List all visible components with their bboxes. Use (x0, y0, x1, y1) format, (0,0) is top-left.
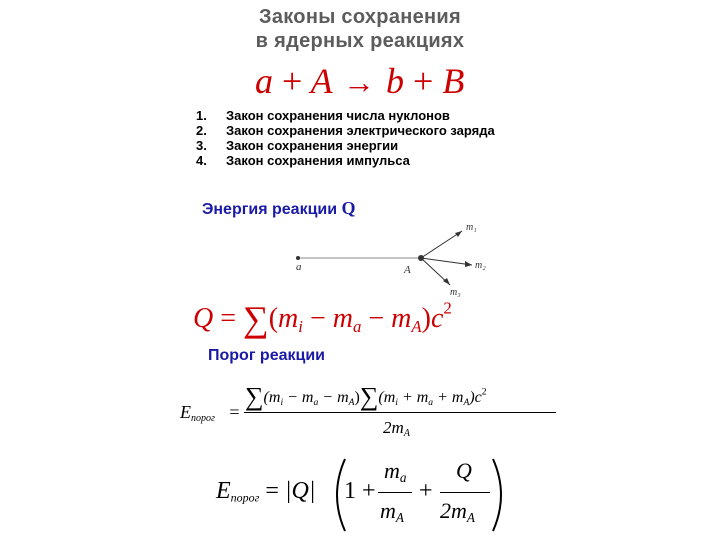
energy-heading-symbol: Q (341, 198, 356, 218)
list-item-number: 3. (196, 138, 207, 153)
laws-list (196, 108, 495, 168)
q-mA: m (391, 303, 412, 334)
q-minus-2: − (368, 303, 385, 334)
q-ma-sub: a (352, 317, 362, 337)
tf1-fraction-bar (244, 412, 556, 413)
tf2-frac1-num-sub: a (399, 469, 407, 485)
q-formula (193, 298, 452, 340)
tf1-num-minus-1: − m (283, 389, 314, 406)
tf1-den: 2m (383, 418, 404, 437)
tf1-num-a-2: a (428, 396, 434, 408)
list-item-number: 1. (196, 108, 207, 123)
q-sum-sign: ∑ (243, 299, 269, 339)
tf2-frac1-num-m: m (384, 458, 400, 483)
list-item-text: Закон сохранения электрического заряда (226, 123, 495, 138)
list-item (196, 123, 495, 138)
list-item-text: Закон сохранения числа нуклонов (226, 108, 450, 123)
tf2-right-big-paren (489, 455, 513, 535)
list-item (196, 138, 495, 153)
reaction-b: b (386, 61, 405, 101)
reaction-plus-2: + (413, 61, 434, 101)
q-minus-1: − (309, 303, 326, 334)
tf1-sum-2: ∑ (359, 382, 379, 411)
energy-heading-text: Энергия реакции (202, 201, 338, 218)
arrowhead-2 (465, 261, 472, 267)
reaction-B: B (442, 61, 465, 101)
tf1-num-power: 2 (481, 386, 487, 398)
tf1-E-sub: порог (191, 413, 215, 424)
tf2-frac2-bar (440, 492, 490, 493)
q-mi: m (278, 303, 299, 334)
q-mi-sub: i (298, 317, 303, 337)
tf1-num-plus-2: + m (433, 389, 464, 406)
tf2-frac2-num (456, 458, 472, 484)
label-m1: m₁ (466, 222, 477, 233)
tf1-num-part-2: (m (378, 389, 396, 406)
tf2-frac2-den-sub: A (466, 509, 475, 525)
reaction-plus-1: + (282, 61, 303, 101)
q-open-paren: ( (268, 303, 279, 334)
tf1-num-part-1: (m (263, 389, 281, 406)
tf1-num-A-2: A (463, 396, 470, 408)
tf2-frac2-den (440, 498, 475, 526)
threshold-heading: Порог реакции (208, 347, 326, 364)
product-track-2 (421, 258, 472, 265)
tf2-plus-2-wrap (419, 478, 433, 505)
tf2-one-plus (344, 478, 376, 505)
reaction-equation (255, 60, 464, 102)
tf2-frac1-num (384, 458, 406, 486)
tf2-frac1-den-sub: A (395, 509, 404, 525)
threshold-formula-1-numerator (245, 382, 487, 412)
list-item (196, 108, 495, 123)
title-line-1: Законы сохранения (259, 6, 461, 28)
tf2-E: E (216, 478, 231, 504)
particle-a-dot (296, 256, 300, 260)
reaction-a: a (255, 61, 273, 101)
tf2-frac1-den (380, 498, 404, 526)
list-item-text: Закон сохранения энергии (226, 138, 399, 153)
q-mA-sub: A (411, 317, 422, 337)
q-power: 2 (443, 298, 452, 318)
tf1-den-sub: A (403, 428, 411, 440)
q-equals: = (220, 303, 237, 334)
tf1-num-A-1: A (348, 396, 355, 408)
title-line-2: в ядерных реакциях (255, 30, 465, 52)
list-item-number: 4. (196, 153, 207, 168)
label-m2: m₂ (475, 260, 486, 271)
tf2-frac1-den-m: m (380, 498, 396, 523)
list-item-text: Закон сохранения импульса (226, 153, 410, 168)
tf1-num-i-1: i (280, 396, 284, 408)
tf2-plus-2: + (419, 478, 433, 504)
tf2-equals: = (265, 478, 279, 504)
tf1-equals: = (229, 402, 240, 422)
tf1-sum-1: ∑ (245, 382, 264, 411)
label-a: a (296, 261, 302, 273)
label-m3: m₃ (450, 287, 461, 298)
list-item (196, 153, 495, 168)
arrowhead-1 (455, 231, 462, 237)
threshold-formula-1-lhs (180, 402, 240, 424)
tf2-plus-1: + (362, 478, 376, 504)
q-close-paren: ) (421, 303, 431, 334)
q-ma: m (332, 303, 353, 334)
tf1-num-plus-1: + m (397, 389, 429, 406)
tf1-num-i-2: i (395, 396, 398, 408)
tf1-num-a-1: a (313, 396, 319, 408)
threshold-formula-2-lhs (216, 478, 315, 506)
tf2-one: 1 (344, 478, 356, 504)
threshold-formula-1-denominator (383, 418, 410, 439)
list-item-number: 2. (196, 123, 207, 138)
q-symbol: Q (193, 303, 214, 334)
reaction-A: A (310, 61, 333, 101)
tf2-E-sub: порог (230, 490, 260, 505)
tf2-absQ: |Q| (284, 478, 316, 504)
tf2-frac2-den-2m: 2m (440, 498, 467, 523)
tf1-E: E (180, 402, 191, 422)
tf1-num-minus-2: − m (318, 389, 349, 406)
tf2-frac1-bar (378, 492, 412, 493)
label-A: A (404, 264, 411, 276)
product-track-1 (421, 231, 462, 258)
reaction-arrow: → (343, 64, 376, 100)
tf1-num-close-2: )c (469, 389, 482, 406)
tf1-num-close-1: ) (354, 389, 360, 406)
reaction-diagram (280, 215, 510, 300)
tf2-frac2-num-Q: Q (456, 458, 472, 483)
q-c: c (430, 303, 444, 334)
